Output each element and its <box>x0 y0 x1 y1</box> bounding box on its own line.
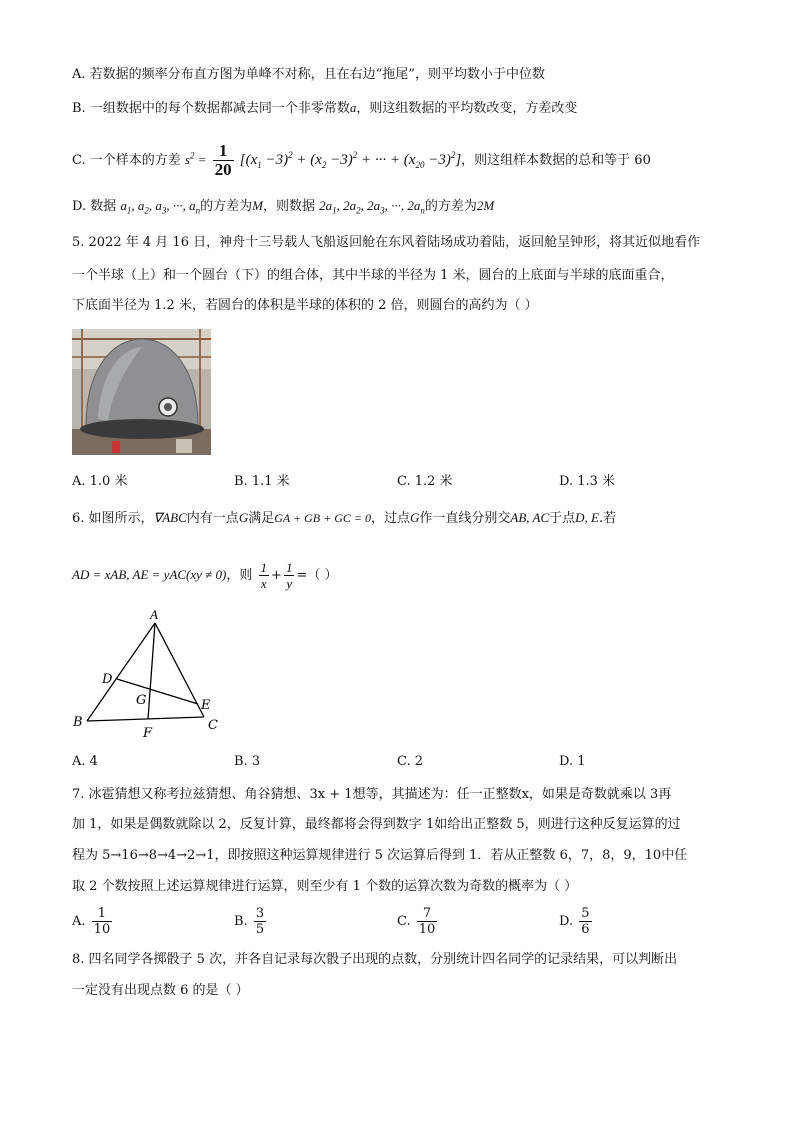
q6-frac-1-over-y <box>284 560 295 591</box>
q5-option-d: D. 1.3 米 <box>559 474 616 489</box>
q6-option-a: A. 4 <box>72 754 98 769</box>
option-label: C. <box>397 914 411 929</box>
q4-option-d-2M: 2M <box>476 198 495 213</box>
q4-option-b <box>72 98 577 119</box>
label-g: G <box>136 693 147 708</box>
option-frac <box>579 906 591 937</box>
option-frac <box>92 906 113 937</box>
frac-den: 10 <box>418 922 436 937</box>
q6-vector-expr: AD = xAB, AE = yAC(xy ≠ 0) <box>72 567 227 582</box>
q4-option-b-var: a <box>349 100 357 115</box>
q4-option-d-text: D. 数据 <box>72 199 117 214</box>
q4-option-b-text: B. 一组数据中的每个数据都减去同一个非零常数 <box>72 101 350 116</box>
q6-line-2 <box>72 558 337 593</box>
q5-option-b: B. 1.1 米 <box>234 474 290 489</box>
q4-option-d-text-end: 的方差为 <box>424 199 477 214</box>
q4-option-d-text-mid2: ，则数据 <box>262 199 315 214</box>
label-e: E <box>201 698 211 713</box>
label-f: F <box>143 726 153 741</box>
frac-num: 1 <box>285 560 293 575</box>
q5-line-2: 一个半球（上）和一个圆台（下）的组合体，其中半球的半径为 1 米，圆台的上底面与半球的底面重合， <box>72 268 674 283</box>
q6-text-3: 满足 <box>248 511 275 526</box>
frac-den: y <box>286 576 293 591</box>
median-af <box>148 623 155 719</box>
q4-option-c <box>72 140 651 180</box>
q6-points: D, E <box>575 510 600 525</box>
q7-option-a <box>72 906 114 937</box>
frac-num: 5 <box>581 906 590 921</box>
q8-line-1: 8. 四名同学各掷骰子 5 次，并各自记录每次骰子出现的点数，分别统计四名同学的记录结果，可以判断出 <box>72 952 678 967</box>
q6-option-d: D. 1 <box>559 754 586 769</box>
q6-text-9: =（ ） <box>296 568 338 583</box>
q4-option-d-M: M <box>252 198 263 213</box>
q6-sides: AB, AC <box>510 510 550 525</box>
q4-option-c-s2: $s^2$ = <box>184 150 207 167</box>
frac-den: x <box>260 576 267 591</box>
q6-vector-eq: GA + GB + GC = 0 <box>274 511 371 525</box>
frac-den: 20 <box>214 160 232 179</box>
frac-den: 5 <box>255 922 265 937</box>
q7-line-3: 程为 5→16→8→4→2→1，即按照这种运算规律进行 5 次运算后得到 1．若从正整数 6，7，8，9，10中任 <box>72 848 688 863</box>
q6-point-g: G <box>238 510 249 525</box>
q6-text-7: .若 <box>599 511 617 526</box>
q5-option-c: C. 1.2 米 <box>397 474 453 489</box>
q4-option-b-text-end: ，则这组数据的平均数改变，方差改变 <box>356 101 578 116</box>
frac-den: 10 <box>93 922 111 937</box>
q7-line-2: 加 1，如果是偶数就除以 2，反复计算，最终都将会得到数字 1如给出正整数 5，则进行这种反复运算的过 <box>72 817 681 832</box>
q5-option-a: A. 1.0 米 <box>72 474 128 489</box>
q6-text-5: 作一直线分别交 <box>419 511 511 526</box>
label-a: A <box>150 607 158 622</box>
q4-option-d <box>72 196 494 221</box>
frac-num: 1 <box>260 560 268 575</box>
label-d: D <box>102 672 113 687</box>
option-frac <box>417 906 438 937</box>
q4-option-d-seq2: $2a_1$, $2a_2$, $2a_3$, ···, $2a_n$ <box>319 198 425 216</box>
frac-num: 1 <box>213 142 234 161</box>
q5-line-1: 5. 2022 年 4 月 16 日，神舟十三号载人飞船返回舱在东风着陆场成功着陆，返回舱呈钟形，将其近似地看作 <box>72 235 701 250</box>
q6-triangle-figure <box>70 605 230 745</box>
q6-text-6: 于点 <box>549 511 576 526</box>
q4-option-c-text: C. 一个样本的方差 <box>72 153 181 168</box>
q6-text: 6. 如图所示， <box>72 511 154 526</box>
side-ac <box>155 623 204 717</box>
frac-den: 6 <box>581 922 590 937</box>
q5-line-3: 下底面半径为 1.2 米，若圆台的体积是半球的体积的 2 倍，则圆台的高约为（ ） <box>72 298 538 313</box>
q6-line-1 <box>72 508 616 529</box>
side-bc <box>87 717 204 721</box>
q6-frac-1-over-x <box>259 560 270 591</box>
q7-option-b <box>234 906 268 937</box>
option-label: A. <box>72 914 86 929</box>
label-c: C <box>208 718 218 733</box>
q4-option-d-text-mid: 的方差为 <box>200 199 253 214</box>
return-capsule-photo <box>72 329 211 455</box>
q6-option-b: B. 3 <box>234 754 261 769</box>
plus-sign: + <box>271 568 282 583</box>
q4-option-c-text-end: ，则这组样本数据的总和等于 60 <box>461 153 651 168</box>
q4-option-d-seq: $a_1$, $a_2$, $a_3$, ···, $a_n$ <box>120 198 201 216</box>
q4-option-a: A. 若数据的频率分布直方图为单峰不对称，且在右边“拖尾”，则平均数小于中位数 <box>72 67 545 82</box>
frac-num: 7 <box>417 906 438 922</box>
frac-num: 1 <box>92 906 113 922</box>
frac-num: 3 <box>255 906 265 921</box>
q6-text-2: 内有一点 <box>186 511 239 526</box>
q7-line-1: 7. 冰雹猜想又称考拉兹猜想、角谷猜想、3x + 1想等，其描述为：任一正整数x，如果是奇数就乘以 3再 <box>72 787 672 802</box>
q6-triangle-name: ∇ABC <box>153 510 187 525</box>
q7-line-4: 取 2 个数按照上述运算规律进行运算，则至少有 1 个数的运算次数为奇数的概率为（ ） <box>72 879 578 894</box>
q4-option-c-frac <box>213 142 234 179</box>
q6-text-8: ，则 <box>226 568 253 583</box>
q6-text-4: ，过点 <box>370 511 410 526</box>
q7-option-d <box>559 906 594 937</box>
q4-option-c-sum: [$(x_1 -3)^2 + (x_2 -3)^2$ + ··· + $(x_{20} -3)^2$] <box>239 150 462 170</box>
option-label: D. <box>559 914 574 929</box>
q6-option-c: C. 2 <box>397 754 424 769</box>
q7-option-c <box>397 906 439 937</box>
option-frac <box>254 906 266 937</box>
option-label: B. <box>234 914 248 929</box>
q6-point-g-2: G <box>409 510 420 525</box>
label-b: B <box>73 715 83 730</box>
q8-line-2: 一定没有出现点数 6 的是（ ） <box>72 983 249 998</box>
